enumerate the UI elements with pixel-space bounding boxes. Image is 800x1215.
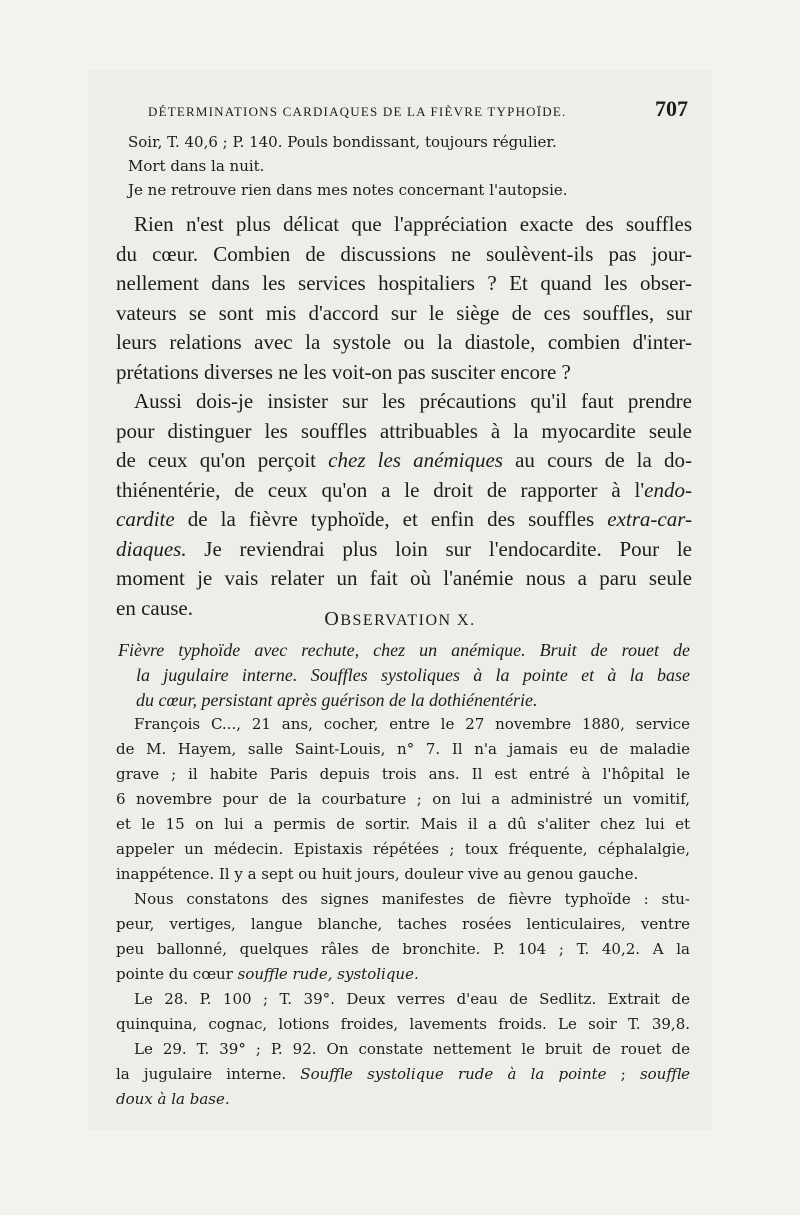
text-line — [116, 1062, 690, 1087]
title-capital: O — [324, 608, 341, 630]
text-line — [116, 535, 692, 565]
text-span: au cours de la do- — [502, 448, 692, 472]
text-line: pour distinguer les souffles attribuables à la myocardite seule — [116, 418, 692, 443]
text-line — [116, 446, 692, 476]
paragraph-1 — [116, 210, 692, 387]
italic-span: souffle rude, systolique. — [237, 965, 419, 983]
italic-span: doux à la base. — [116, 1090, 230, 1108]
text-line: leurs relations avec la systole ou la diastole, combien d'inter- — [116, 330, 692, 354]
text-line: en cause. — [116, 595, 193, 620]
text-line — [116, 505, 692, 535]
italic-span: extra-car- — [607, 507, 692, 531]
text-line: Le 29. T. 39° ; P. 92. On constate nettement le bruit de rouet de — [134, 1040, 690, 1058]
text-line: quinquina, cognac, lotions froides, lavements froids. Le soir T. 39,8. — [116, 1015, 690, 1033]
text-line: moment je vais relater un fait où l'anémie nous a paru seule — [116, 566, 692, 590]
summary-line: Fièvre typhoïde avec rechute, chez un anémique. Bruit de rouet de — [118, 640, 690, 660]
observation-title — [0, 608, 800, 631]
text-span: ; — [606, 1065, 640, 1083]
summary-line: du cœur, persistant après guérison de la dothiénentérie. — [136, 690, 538, 710]
italic-span: diaques. — [116, 536, 187, 561]
text-line: grave ; il habite Paris depuis trois ans. Il est entré à l'hôpital le — [116, 765, 690, 783]
title-rest: BSERVATION X. — [340, 612, 476, 629]
text-span: la jugulaire interne. — [116, 1065, 301, 1083]
italic-span: Souffle systolique rude à la pointe — [300, 1065, 607, 1083]
text-line: appeler un médecin. Epistaxis répétées ; toux fréquente, céphalalgie, — [116, 840, 690, 858]
text-line: Le 28. P. 100 ; T. 39°. Deux verres d'eau de Sedlitz. Extrait de — [134, 990, 690, 1008]
running-head — [148, 96, 688, 122]
text-line: François C..., 21 ans, cocher, entre le 27 novembre 1880, service — [134, 715, 690, 733]
observation-body — [116, 712, 690, 1112]
text-line: peu ballonné, quelques râles de bronchite. P. 104 ; T. 40,2. A la — [116, 940, 690, 958]
text-line: peur, vertiges, langue blanche, taches rosées lenticulaires, ventre — [116, 915, 690, 933]
text-line: et le 15 on lui a permis de sortir. Mais il a dû s'aliter chez lui et — [116, 815, 690, 833]
carryover-line: Mort dans la nuit. — [128, 157, 265, 175]
text-span: de ceux qu'on perçoit — [116, 448, 329, 472]
text-line: Nous constatons des signes manifestes de fièvre typhoïde : stu- — [134, 890, 690, 908]
italic-span: chez les anémiques — [328, 448, 503, 472]
carryover-line: Je ne retrouve rien dans mes notes concernant l'autopsie. — [128, 181, 568, 199]
text-line — [116, 1087, 690, 1112]
text-line: prétations diverses ne les voit-on pas susciter encore ? — [116, 359, 571, 384]
page-number: 707 — [655, 96, 688, 121]
text-line: nellement dans les services hospitaliers ? Et quand les obser- — [116, 271, 692, 295]
text-line: vateurs se sont mis d'accord sur le siège de ces souffles, sur — [116, 300, 692, 325]
italic-span: souffle — [639, 1065, 691, 1083]
carryover-notes — [128, 130, 688, 202]
carryover-line: Soir, T. 40,6 ; P. 140. Pouls bondissant, toujours régulier. — [128, 133, 557, 151]
text-line: du cœur. Combien de discussions ne soulèvent-ils pas jour- — [116, 241, 692, 266]
observation-summary — [118, 638, 690, 713]
paragraph-2 — [116, 387, 692, 623]
text-line: Aussi dois-je insister sur les précautions qu'il faut prendre — [134, 389, 692, 413]
text-line: Rien n'est plus délicat que l'appréciation exacte des souffles — [134, 212, 692, 236]
text-line — [116, 962, 690, 987]
italic-span: endo- — [644, 477, 692, 502]
running-title: DÉTERMINATIONS CARDIAQUES DE LA FIÈVRE TYPHOÏDE. — [148, 104, 567, 119]
text-line: inappétence. Il y a sept ou huit jours, douleur vive au genou gauche. — [116, 865, 639, 883]
italic-span: cardite — [116, 507, 175, 531]
text-line — [116, 476, 692, 506]
text-span: Je reviendrai plus loin sur l'endocardite. Pour le — [186, 536, 692, 561]
text-span: pointe du cœur — [116, 965, 238, 983]
text-line: 6 novembre pour de la courbature ; on lui a administré un vomitif, — [116, 790, 690, 808]
summary-line: la jugulaire interne. Souffles systoliques à la pointe et à la base — [136, 665, 690, 685]
text-span: de la fièvre typhoïde, et enfin des souffles — [174, 507, 608, 531]
text-span: thiénentérie, de ceux qu'on a le droit de rapporter à l' — [116, 477, 645, 502]
text-line: de M. Hayem, salle Saint-Louis, n° 7. Il n'a jamais eu de maladie — [116, 740, 690, 758]
